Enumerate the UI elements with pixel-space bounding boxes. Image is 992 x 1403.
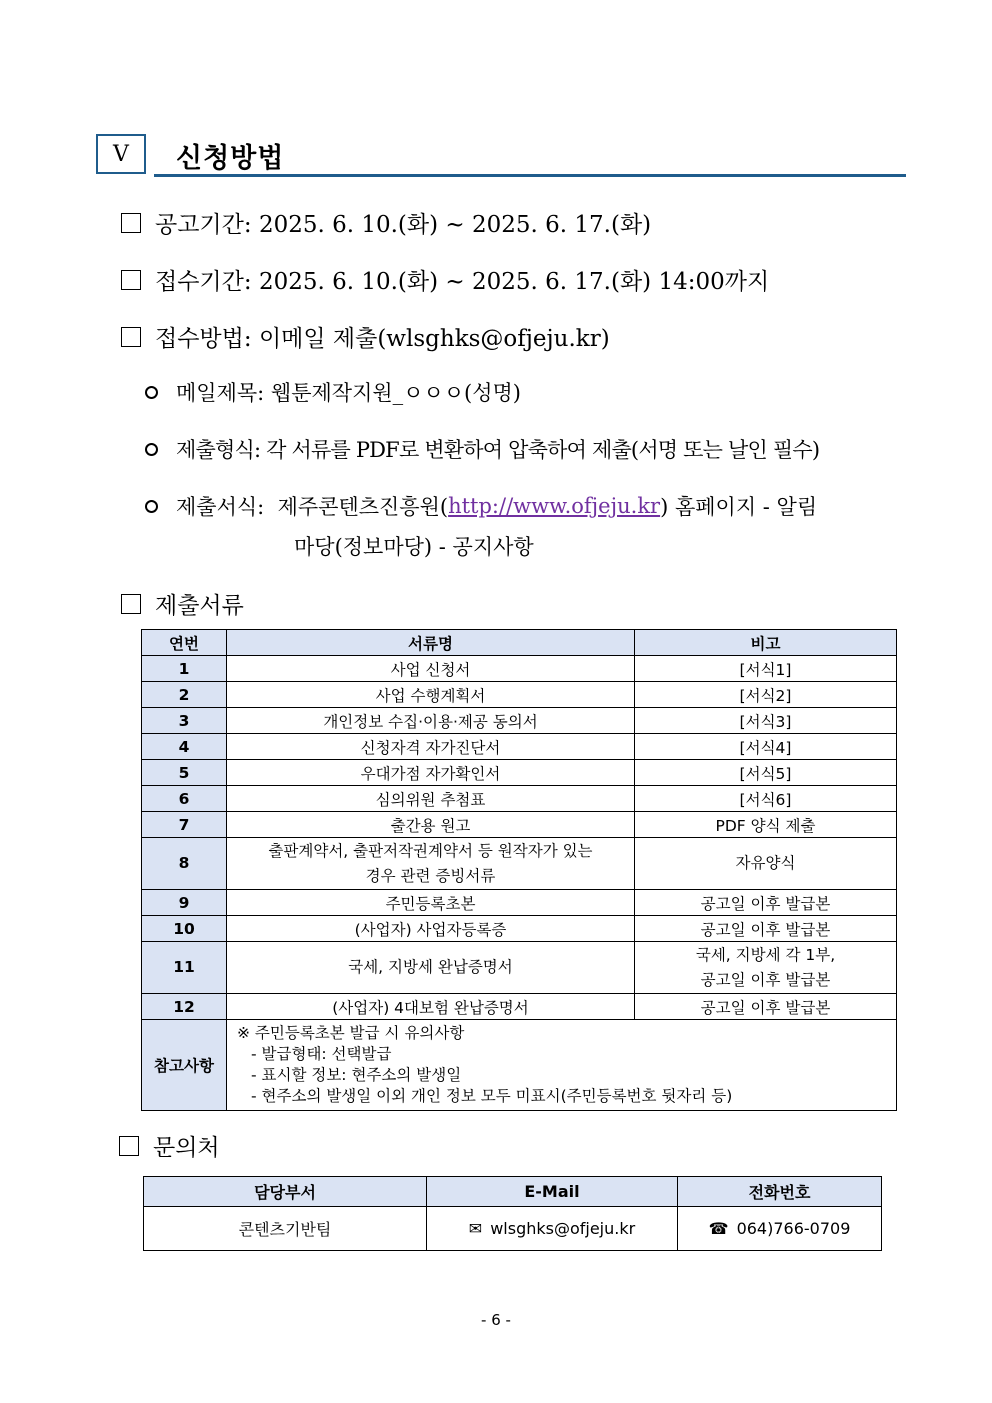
row-number: 11 — [142, 942, 227, 994]
circle-bullet-icon — [145, 443, 158, 456]
homepage-link[interactable]: http://www.ofjeju.kr — [448, 494, 661, 518]
item-receipt — [121, 263, 769, 296]
section-title: 신청방법 — [176, 143, 285, 174]
header-cell: 전화번호 — [678, 1177, 882, 1207]
sub-label: 제출서식: — [176, 495, 265, 519]
table-row — [142, 916, 897, 942]
checkbox-square-icon — [121, 327, 141, 347]
sub-value-post: ) 홈페이지 - 알림 — [660, 495, 818, 519]
doc-note: [서식4] — [635, 734, 897, 760]
sub-mail-title — [145, 377, 521, 407]
doc-name: (사업자) 사업자등록증 — [227, 916, 635, 942]
doc-note-line1: 국세, 지방세 각 1부, — [695, 945, 836, 964]
row-number: 1 — [142, 656, 227, 682]
doc-note: [서식5] — [635, 760, 897, 786]
table-row — [142, 942, 897, 994]
remarks-label: 참고사항 — [142, 1020, 227, 1111]
doc-note — [635, 942, 897, 994]
doc-name: 개인정보 수집·이용·제공 동의서 — [227, 708, 635, 734]
section-rule — [154, 174, 906, 177]
table-row — [142, 786, 897, 812]
circle-bullet-icon — [145, 386, 158, 399]
page-number: - 6 - — [481, 1311, 511, 1329]
row-number: 9 — [142, 890, 227, 916]
doc-note: [서식2] — [635, 682, 897, 708]
remarks-row — [142, 1020, 897, 1111]
doc-name: 국세, 지방세 완납증명서 — [227, 942, 635, 994]
header-cell: 비고 — [635, 630, 897, 656]
row-number: 7 — [142, 812, 227, 838]
doc-note: 공고일 이후 발급본 — [635, 890, 897, 916]
contact-email[interactable]: wlsghks@ofjeju.kr — [490, 1219, 636, 1238]
contact-heading — [119, 1129, 220, 1162]
row-number: 4 — [142, 734, 227, 760]
checkbox-square-icon — [121, 594, 141, 614]
envelope-icon: ✉ — [468, 1219, 483, 1238]
doc-note-line2: 공고일 이후 발급본 — [700, 970, 831, 989]
table-row — [142, 708, 897, 734]
sub-forms — [145, 491, 817, 521]
contact-table — [143, 1176, 882, 1251]
header-cell: 연번 — [142, 630, 227, 656]
row-number: 5 — [142, 760, 227, 786]
checkbox-square-icon — [121, 213, 141, 233]
item-label: 접수방법: — [155, 326, 252, 352]
section-number: V — [113, 141, 129, 167]
row-number: 6 — [142, 786, 227, 812]
doc-name-line1: 출판계약서, 출판저작권계약서 등 원작자가 있는 — [268, 841, 593, 860]
table-row — [142, 682, 897, 708]
doc-name — [227, 838, 635, 890]
table-row — [142, 760, 897, 786]
row-number: 2 — [142, 682, 227, 708]
docs-table — [141, 629, 897, 1111]
table-row — [142, 890, 897, 916]
remarks-cell — [227, 1020, 897, 1111]
contact-email-cell — [427, 1207, 678, 1251]
checkbox-square-icon — [121, 270, 141, 290]
doc-name: 사업 신청서 — [227, 656, 635, 682]
doc-note: 자유양식 — [635, 838, 897, 890]
sub-format — [145, 434, 819, 464]
header-cell: E-Mail — [427, 1177, 678, 1207]
docs-heading — [121, 587, 244, 620]
telephone-icon: ☎ — [708, 1219, 729, 1238]
item-value: 2025. 6. 10.(화) ~ 2025. 6. 17.(화) 14:00까지 — [258, 269, 770, 295]
contact-phone-cell — [678, 1207, 882, 1251]
sub-value-pre: 제주콘텐츠진흥원( — [277, 495, 449, 519]
header-cell: 담당부서 — [144, 1177, 427, 1207]
checkbox-square-icon — [119, 1136, 139, 1156]
contact-dept: 콘텐츠기반팀 — [144, 1207, 427, 1251]
doc-name: 주민등록초본 — [227, 890, 635, 916]
doc-name: (사업자) 4대보험 완납증명서 — [227, 994, 635, 1020]
sub-value: 각 서류를 PDF로 변환하여 압축하여 제출(서명 또는 날인 필수) — [266, 438, 820, 462]
doc-name: 우대가점 자가확인서 — [227, 760, 635, 786]
remark-line: - 발급형태: 선택발급 — [251, 1045, 392, 1063]
row-number: 12 — [142, 994, 227, 1020]
row-number: 3 — [142, 708, 227, 734]
circle-bullet-icon — [145, 500, 158, 513]
doc-note: PDF 양식 제출 — [635, 812, 897, 838]
table-row — [142, 838, 897, 890]
doc-note: [서식3] — [635, 708, 897, 734]
remark-line: - 현주소의 발생일 이외 개인 정보 모두 미표시(주민등록번호 뒷자리 등) — [251, 1087, 733, 1105]
row-number: 10 — [142, 916, 227, 942]
item-value: 2025. 6. 10.(화) ~ 2025. 6. 17.(화) — [258, 212, 652, 238]
header-cell: 서류명 — [227, 630, 635, 656]
doc-name: 사업 수행계획서 — [227, 682, 635, 708]
section-number-box — [96, 134, 146, 174]
item-label: 접수기간: — [155, 269, 252, 295]
item-announce — [121, 206, 651, 239]
sub-label: 제출형식: — [176, 438, 261, 462]
contact-heading-label: 문의처 — [153, 1135, 220, 1161]
table-header-row — [144, 1177, 882, 1207]
docs-heading-label: 제출서류 — [155, 593, 244, 619]
table-row — [142, 994, 897, 1020]
table-row — [144, 1207, 882, 1251]
item-label: 공고기간: — [155, 212, 252, 238]
table-header-row — [142, 630, 897, 656]
doc-note: [서식1] — [635, 656, 897, 682]
sub-label: 메일제목: — [176, 381, 265, 405]
doc-note: 공고일 이후 발급본 — [635, 994, 897, 1020]
sub-forms-line2: 마당(정보마당) - 공지사항 — [294, 535, 534, 559]
contact-phone: 064)766-0709 — [736, 1219, 851, 1238]
table-row — [142, 656, 897, 682]
doc-name: 신청자격 자가진단서 — [227, 734, 635, 760]
row-number: 8 — [142, 838, 227, 890]
item-value: 이메일 제출(wlsghks@ofjeju.kr) — [258, 326, 610, 352]
remark-line: ※ 주민등록초본 발급 시 유의사항 — [237, 1024, 465, 1042]
doc-note: 공고일 이후 발급본 — [635, 916, 897, 942]
doc-name: 심의위원 추첨표 — [227, 786, 635, 812]
doc-name-line2: 경우 관련 증빙서류 — [365, 866, 496, 885]
sub-value: 웹툰제작지원_ㅇㅇㅇ(성명) — [270, 381, 521, 405]
remark-line: - 표시할 정보: 현주소의 발생일 — [251, 1066, 462, 1084]
doc-name: 출간용 원고 — [227, 812, 635, 838]
table-row — [142, 812, 897, 838]
item-method — [121, 320, 610, 353]
table-row — [142, 734, 897, 760]
doc-note: [서식6] — [635, 786, 897, 812]
